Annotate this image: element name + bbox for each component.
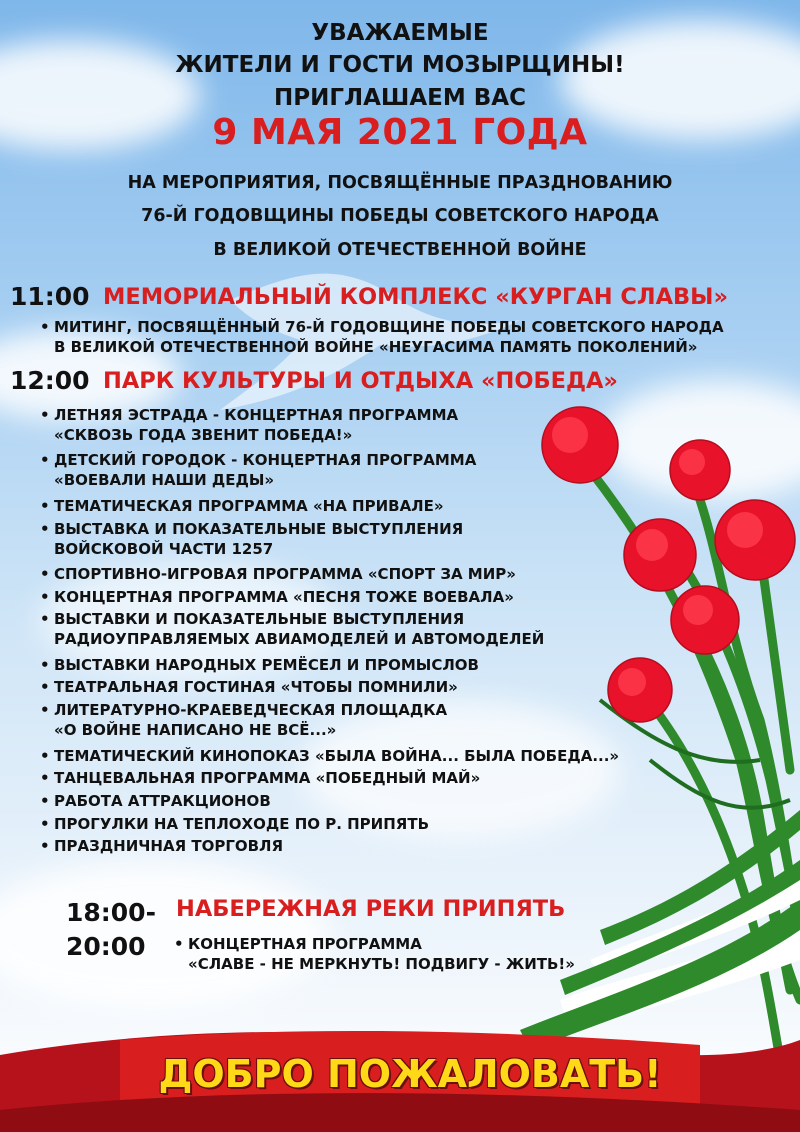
list-item: • ТЕМАТИЧЕСКАЯ ПРОГРАММА «НА ПРИВАЛЕ» <box>40 496 444 515</box>
bullet-icon: • <box>40 837 50 856</box>
list-item: • ВЫСТАВКА И ПОКАЗАТЕЛЬНЫЕ ВЫСТУПЛЕНИЯ ВОЙСКОВОЙ ЧАСТИ 1257 <box>40 519 464 558</box>
list-item: • СПОРТИВНО-ИГРОВАЯ ПРОГРАММА «СПОРТ ЗА МИР» <box>40 564 516 583</box>
bullet-icon: • <box>40 791 50 810</box>
list-item: • КОНЦЕРТНАЯ ПРОГРАММА «ПЕСНЯ ТОЖЕ ВОЕВАЛА» <box>40 587 514 606</box>
list-item: • ТАНЦЕВАЛЬНАЯ ПРОГРАММА «ПОБЕДНЫЙ МАЙ» <box>40 769 481 788</box>
event-venue: МЕМОРИАЛЬНЫЙ КОМПЛЕКС «КУРГАН СЛАВЫ» <box>103 284 728 310</box>
bullet-icon: • <box>40 769 50 788</box>
bullet-icon: • <box>40 655 50 674</box>
list-item: • ПРОГУЛКИ НА ТЕПЛОХОДЕ ПО Р. ПРИПЯТЬ <box>40 814 429 833</box>
subtitle-line: НА МЕРОПРИЯТИЯ, ПОСВЯЩЁННЫЕ ПРАЗДНОВАНИЮ <box>127 173 673 193</box>
list-item: • ДЕТСКИЙ ГОРОДОК - КОНЦЕРТНАЯ ПРОГРАММА «ВОЕВАЛИ НАШИ ДЕДЫ» <box>40 451 477 490</box>
bullet-icon: • <box>40 587 50 606</box>
event-time-end: 20:00 <box>66 932 146 961</box>
subtitle-line: 76-Й ГОДОВЩИНЫ ПОБЕДЫ СОВЕТСКОГО НАРОДА <box>141 206 659 226</box>
event-date: 9 МАЯ 2021 ГОДА <box>212 112 588 153</box>
subtitle-line: В ВЕЛИКОЙ ОТЕЧЕСТВЕННОЙ ВОЙНЕ <box>213 240 587 260</box>
bullet-icon: • <box>40 451 50 470</box>
list-item: • ВЫСТАВКИ НАРОДНЫХ РЕМЁСЕЛ И ПРОМЫСЛОВ <box>40 655 479 674</box>
event-time: 12:00 <box>10 366 90 395</box>
greeting-line: ЖИТЕЛИ И ГОСТИ МОЗЫРЩИНЫ! <box>175 52 625 78</box>
greeting-line: УВАЖАЕМЫЕ <box>311 20 489 46</box>
bullet-icon: • <box>40 701 50 720</box>
greeting-line: ПРИГЛАШАЕМ ВАС <box>274 85 526 111</box>
bullet-icon: • <box>40 406 50 424</box>
list-item: • ТЕМАТИЧЕСКИЙ КИНОПОКАЗ «БЫЛА ВОЙНА... БЫЛА ПОБЕДА...» <box>40 746 620 765</box>
list-item: • ЛИТЕРАТУРНО-КРАЕВЕДЧЕСКАЯ ПЛОЩАДКА «О ВОЙНЕ НАПИСАНО НЕ ВСЁ...» <box>40 701 448 740</box>
list-item: • ТЕАТРАЛЬНАЯ ГОСТИНАЯ «ЧТОБЫ ПОМНИЛИ» <box>40 678 458 697</box>
bullet-icon: • <box>40 678 50 697</box>
list-item: • МИТИНГ, ПОСВЯЩЁННЫЙ 76-Й ГОДОВЩИНЕ ПОБЕДЫ СОВЕТСКОГО НАРОДА В ВЕЛИКОЙ ОТЕЧЕСТВЕННОЙ ВОЙНЕ «НЕУГАСИМА ПАМЯТЬ ПОКОЛЕНИЙ» <box>40 318 724 356</box>
list-item: • ЛЕТНЯЯ ЭСТРАДА - КОНЦЕРТНАЯ ПРОГРАММА «СКВОЗЬ ГОДА ЗВЕНИТ ПОБЕДА!» <box>40 406 459 444</box>
bullet-icon: • <box>40 814 50 833</box>
event-venue: НАБЕРЕЖНАЯ РЕКИ ПРИПЯТЬ <box>176 896 566 922</box>
bullet-icon: • <box>174 935 184 953</box>
list-item: • ПРАЗДНИЧНАЯ ТОРГОВЛЯ <box>40 837 284 856</box>
bullet-icon: • <box>40 746 50 765</box>
welcome-text: ДОБРО ПОЖАЛОВАТЬ! <box>158 1052 662 1096</box>
bullet-icon: • <box>40 610 50 629</box>
bullet-icon: • <box>40 564 50 583</box>
list-item: • КОНЦЕРТНАЯ ПРОГРАММА «СЛАВЕ - НЕ МЕРКНУТЬ! ПОДВИГУ - ЖИТЬ!» <box>174 935 575 973</box>
list-item: • ВЫСТАВКИ И ПОКАЗАТЕЛЬНЫЕ ВЫСТУПЛЕНИЯ РАДИОУПРАВЛЯЕМЫХ АВИАМОДЕЛЕЙ И АВТОМОДЕЛЕЙ <box>40 610 545 649</box>
event-time: 11:00 <box>10 282 90 311</box>
bullet-icon: • <box>40 318 50 336</box>
event-time-start: 18:00- <box>66 898 156 927</box>
event-venue: ПАРК КУЛЬТУРЫ И ОТДЫХА «ПОБЕДА» <box>103 368 618 394</box>
bullet-icon: • <box>40 496 50 515</box>
list-item: • РАБОТА АТТРАКЦИОНОВ <box>40 791 271 810</box>
bullet-icon: • <box>40 519 50 538</box>
